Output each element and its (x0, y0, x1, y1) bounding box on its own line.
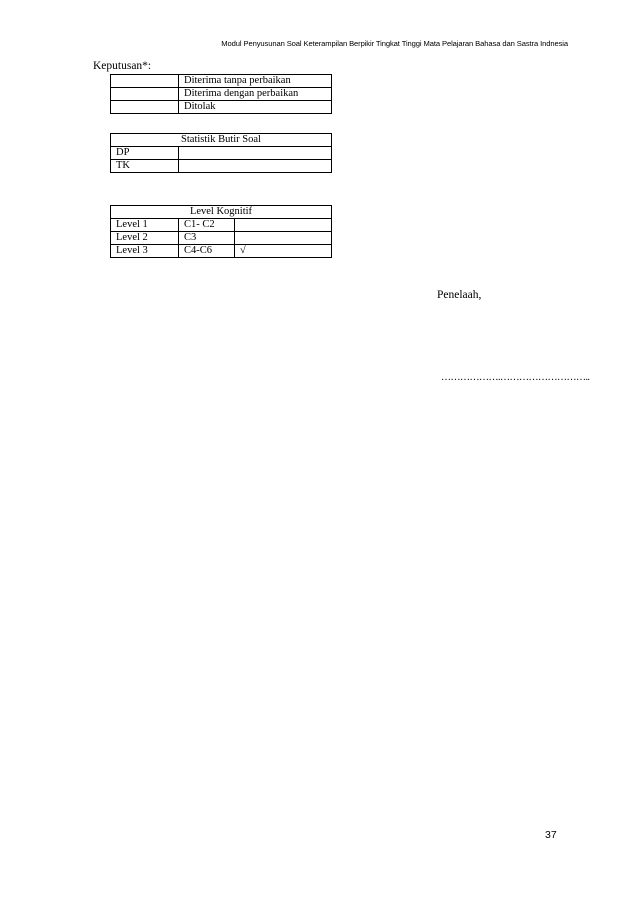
table-row (111, 219, 332, 232)
statistics-value (179, 147, 332, 160)
statistics-title: Statistik Butir Soal (111, 134, 332, 147)
cognitive-codes: C1- C2 (179, 219, 235, 232)
cognitive-title: Level Kognitif (111, 206, 332, 219)
table-row (111, 206, 332, 219)
decision-label: Keputusan*: (93, 60, 152, 72)
statistics-label: DP (111, 147, 179, 160)
check-mark: √ (235, 245, 332, 258)
cognitive-mark (235, 232, 332, 245)
decision-checkbox-cell (111, 75, 179, 88)
decision-option: Ditolak (179, 101, 332, 114)
table-row (111, 147, 332, 160)
decision-option: Diterima tanpa perbaikan (179, 75, 332, 88)
reviewer-label: Penelaah, (437, 289, 482, 301)
cognitive-level: Level 1 (111, 219, 179, 232)
decision-checkbox-cell (111, 101, 179, 114)
table-row (111, 75, 332, 88)
cognitive-level: Level 3 (111, 245, 179, 258)
table-row (111, 245, 332, 258)
signature-line: ……………….……………………….. (441, 372, 590, 383)
page-number: 37 (545, 829, 557, 841)
statistics-value (179, 160, 332, 173)
cognitive-codes: C3 (179, 232, 235, 245)
cognitive-codes: C4-C6 (179, 245, 235, 258)
table-row (111, 232, 332, 245)
statistics-table (110, 133, 332, 173)
cognitive-level-table (110, 205, 332, 258)
cognitive-level: Level 2 (111, 232, 179, 245)
cognitive-mark (235, 219, 332, 232)
table-row (111, 101, 332, 114)
table-row (111, 160, 332, 173)
decision-checkbox-cell (111, 88, 179, 101)
table-row (111, 88, 332, 101)
statistics-label: TK (111, 160, 179, 173)
running-header: Modul Penyusunan Soal Keterampilan Berpikir Tingkat Tinggi Mata Pelajaran Bahasa dan Sastra Indnesia (221, 39, 568, 48)
decision-option: Diterima dengan perbaikan (179, 88, 332, 101)
table-row (111, 134, 332, 147)
decision-table (110, 74, 332, 114)
